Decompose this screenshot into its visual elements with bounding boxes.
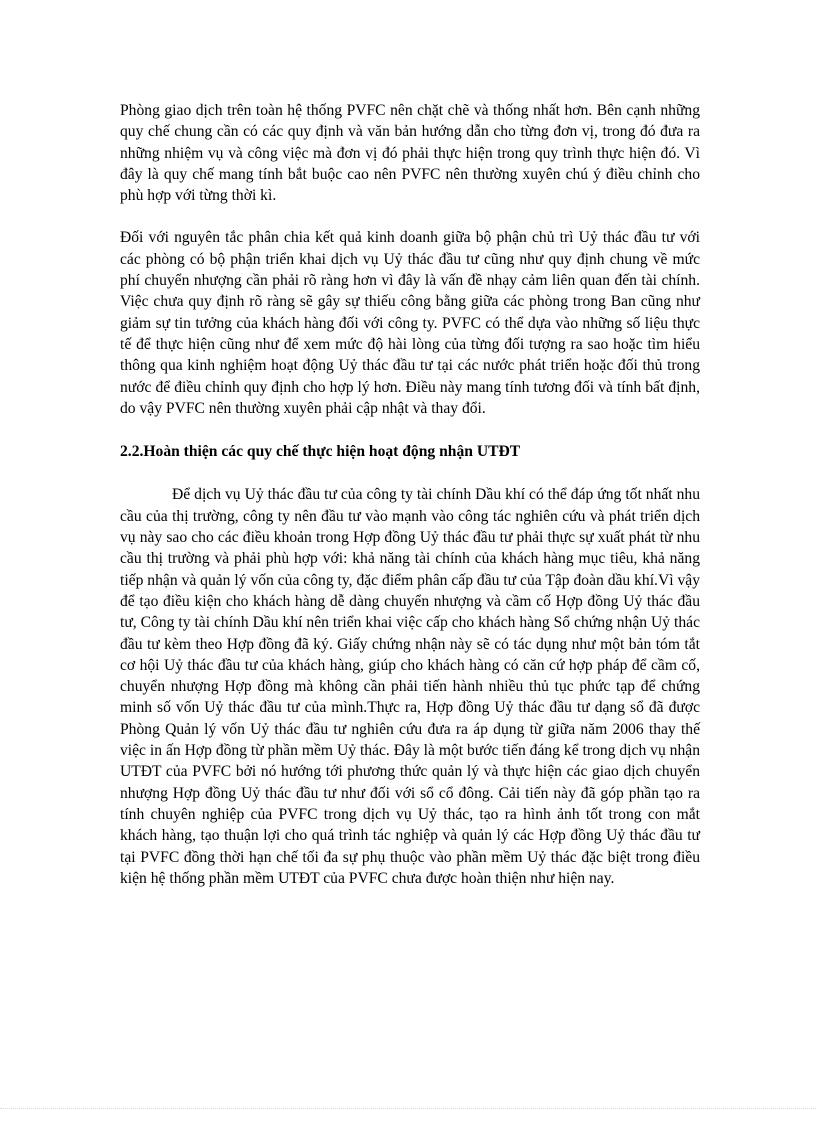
paragraph-3: Để dịch vụ Uỷ thác đầu tư của công ty tài chính Dầu khí có thể đáp ứng tốt nhất nhu cầu của thị trường, công ty nên đầu tư vào mạnh vào công tác nghiên cứu và phát triển dịch vụ này sao cho các điều khoản trong Hợp đồng Uỷ thác đầu tư phải thực sự xuất phát từ nhu cầu thị trường và phải phù hợp với: khả năng tài chính của khách hàng mục tiêu, khả năng tiếp nhận và quản lý vốn của công ty, đặc điểm phân cấp đầu tư của Tập đoàn dầu khí.Vì vậy để tạo điều kiện cho khách hàng dễ dàng chuyển nhượng và cầm cố Hợp đồng Uỷ thác đầu tư, Công ty tài chính Dầu khí nên triển khai việc cấp cho khách hàng Sổ chứng nhận Uỷ thác đầu tư kèm theo Hợp đồng đã ký. Giấy chứng nhận này sẽ có tác dụng như một bản tóm tắt cơ hội Uỷ thác đầu tư của khách hàng, giúp cho khách hàng có căn cứ hợp pháp để cầm cố, chuyển nhượng Hợp đồng mà không cần phải tiến hành nhiều thủ tục phức tạp để chứng minh số vốn Uỷ thác đầu tư của mình.Thực ra, Hợp đồng Uỷ thác đầu tư dạng sổ đã được Phòng Quản lý vốn Uỷ thác đầu tư nghiên cứu đưa ra áp dụng từ giữa năm 2006 thay thế việc in ấn Hợp đồng từ phần mềm Uỷ thác. Đây là một bước tiến đáng kể trong dịch vụ nhận UTĐT của PVFC bởi nó hướng tới phương thức quản lý và thực hiện các giao dịch chuyển nhượng Hợp đồng Uỷ thác đầu tư như đối với sổ cổ đông. Cải tiến này đã góp phần tạo ra tính chuyên nghiệp của PVFC trong dịch vụ Uỷ thác, tạo ra hình ảnh tốt trong con mắt khách hàng, tạo thuận lợi cho quá trình tác nghiệp và quản lý các Hợp đồng Uỷ thác đầu tư tại PVFC đồng thời hạn chế tối đa sự phụ thuộc vào phần mềm Uỷ thác đặc biệt trong điều kiện hệ thống phần mềm UTĐT của PVFC chưa được hoàn thiện như hiện nay. [120,486,700,887]
paragraph-1: Phòng giao dịch trên toàn hệ thống PVFC nên chặt chẽ và thống nhất hơn. Bên cạnh những quy chế chung cần có các quy định và văn bản hướng dẫn cho từng đơn vị, trong đó đưa ra những nhiệm vụ và công việc mà đơn vị đó phải thực hiện trong quy trình thực hiện đó. Vì đây là quy chế mang tính bắt buộc cao nên PVFC nên thường xuyên chú ý điều chỉnh cho phù hợp với từng thời kì. [120,102,700,205]
paragraph-spacer [120,419,700,441]
paragraph-2: Đối với nguyên tắc phân chia kết quả kinh doanh giữa bộ phận chủ trì Uỷ thác đầu tư với các phòng có bộ phận triển khai dịch vụ Uỷ thác đầu tư cũng như quy định chung về mức phí chuyển nhượng cần phải rõ ràng hơn vì đây là vấn đề nhạy cảm liên quan đến tài chính. Việc chưa quy định rõ ràng sẽ gây sự thiếu công bằng giữa các phòng trong Ban cũng như giảm sự tin tưởng của khách hàng đối với công ty. PVFC có thể dựa vào những số liệu thực tế để thực hiện cũng như để xem mức độ hài lòng của từng đối tượng ra sao hoặc tìm hiểu thông qua kinh nghiệm hoạt động Uỷ thác đầu tư tại các nước phát triển hoặc đối thủ trong nước để điều chỉnh quy định cho hợp lý hơn. Điều này mang tính tương đối và tính bất định, do vậy PVFC nên thường xuyên phải cập nhật và thay đổi. [120,229,700,417]
paragraph-spacer [120,206,700,227]
section-heading: 2.2.Hoàn thiện các quy chế thực hiện hoạt động nhận UTĐT [120,443,521,461]
page-bottom-divider [0,1108,816,1109]
paragraph-spacer [120,462,700,484]
document-page [120,100,700,889]
